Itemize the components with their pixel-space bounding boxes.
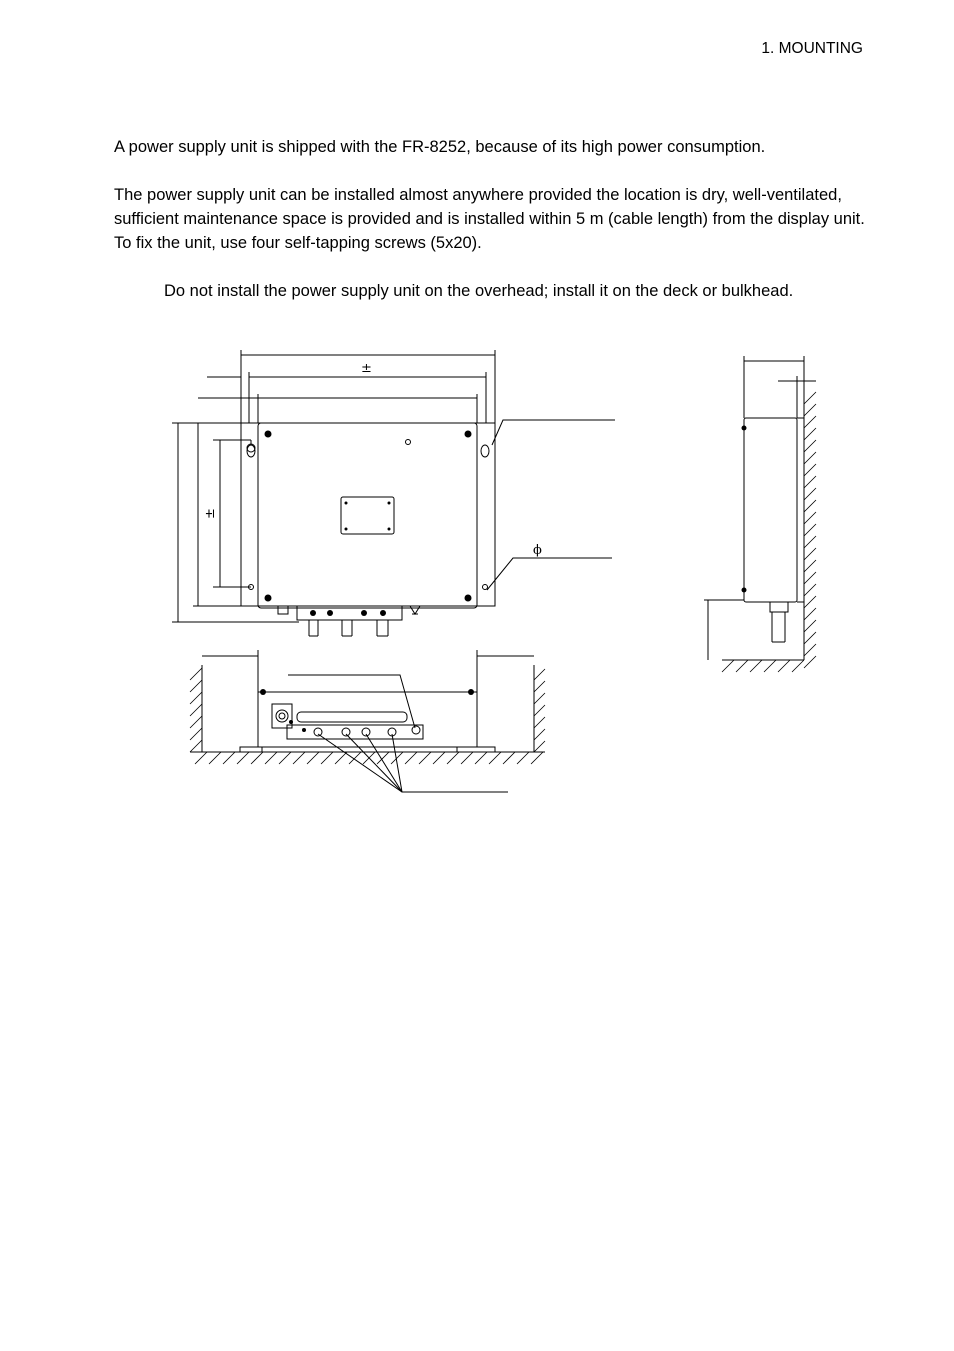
dimension-diameter-symbol: ϕ: [533, 543, 542, 558]
chassis-body: [258, 423, 477, 608]
bolt-hole-right: [483, 585, 488, 590]
bottom-view: [190, 650, 545, 792]
keyhole-right: [481, 445, 489, 457]
paragraph-intro: A power supply unit is shipped with the FR-8252, because of its high power consumption.: [114, 138, 766, 156]
side-view: [704, 356, 816, 672]
running-header: 1. MOUNTING: [761, 40, 863, 57]
front-view: [172, 350, 615, 636]
side-enclosure: [744, 418, 797, 602]
note-mounting: Do not install the power supply unit on the overhead; install it on the deck or bulkhead.: [164, 282, 794, 300]
dimension-tolerance-horizontal: ±: [361, 361, 372, 376]
nameplate: [341, 497, 394, 534]
mounting-plate: [241, 423, 495, 606]
dimension-tolerance-vertical: ±: [203, 508, 218, 519]
paragraph-installation: The power supply unit can be installed almost anywhere provided the location is dry, well-ventilated, sufficient maintenance space is provided and is installed within 5 m (cable length) from the display unit. To fix the unit, use four self-tapping screws (5x20).: [114, 186, 865, 252]
